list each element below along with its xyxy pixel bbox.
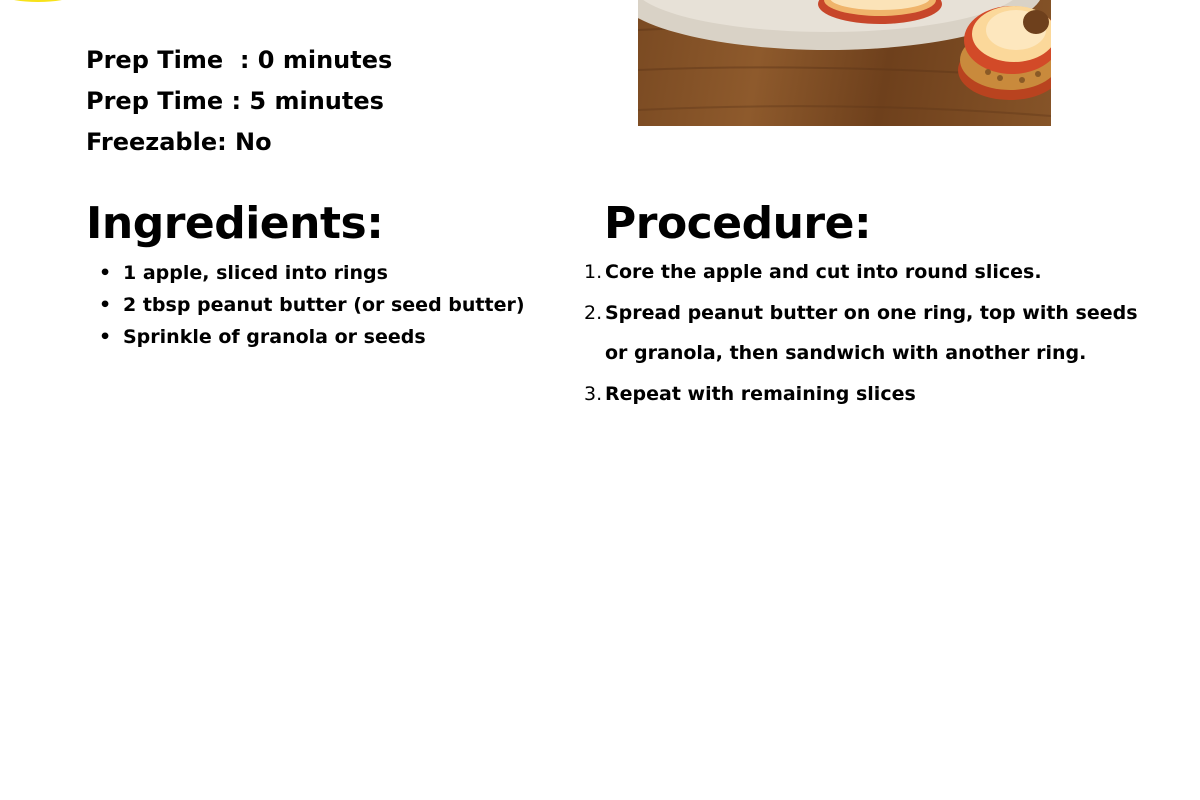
list-item	[86, 289, 556, 321]
step-number: 3.	[584, 382, 603, 405]
ingredient-text: 1 apple, sliced into rings	[123, 262, 388, 284]
step-text: Core the apple and cut into round slices.	[605, 261, 1042, 283]
recipe-meta	[86, 40, 546, 163]
procedure-list	[584, 252, 1154, 414]
freezable-line: Freezable: No	[86, 128, 272, 156]
step-text: Spread peanut butter on one ring, top with seeds or granola, then sandwich with another ring.	[605, 301, 1138, 364]
ingredients-list	[86, 257, 556, 353]
bullet-icon: •	[99, 326, 112, 348]
prep-time-line: Prep Time : 0 minutes	[86, 46, 393, 74]
recipe-photo	[638, 0, 1051, 126]
ingredient-text: 2 tbsp peanut butter (or seed butter)	[123, 294, 525, 316]
bullet-icon: •	[99, 294, 112, 316]
step-number: 2.	[584, 301, 603, 324]
list-item	[86, 321, 556, 353]
decorative-yellow-shape	[6, 0, 70, 2]
list-item	[86, 257, 556, 289]
ingredients-heading: Ingredients:	[86, 198, 384, 249]
step-number: 1.	[584, 261, 603, 283]
ingredient-text: Sprinkle of granola or seeds	[123, 326, 426, 348]
procedure-heading: Procedure:	[604, 198, 872, 249]
step-text: Repeat with remaining slices	[605, 382, 916, 405]
list-item	[584, 252, 1154, 293]
list-item	[584, 293, 1154, 374]
bullet-icon: •	[99, 262, 112, 284]
list-item	[584, 374, 1154, 415]
apple-ring-sandwich-photo-icon	[638, 0, 1051, 126]
prep-time-line-2: Prep Time : 5 minutes	[86, 87, 384, 115]
